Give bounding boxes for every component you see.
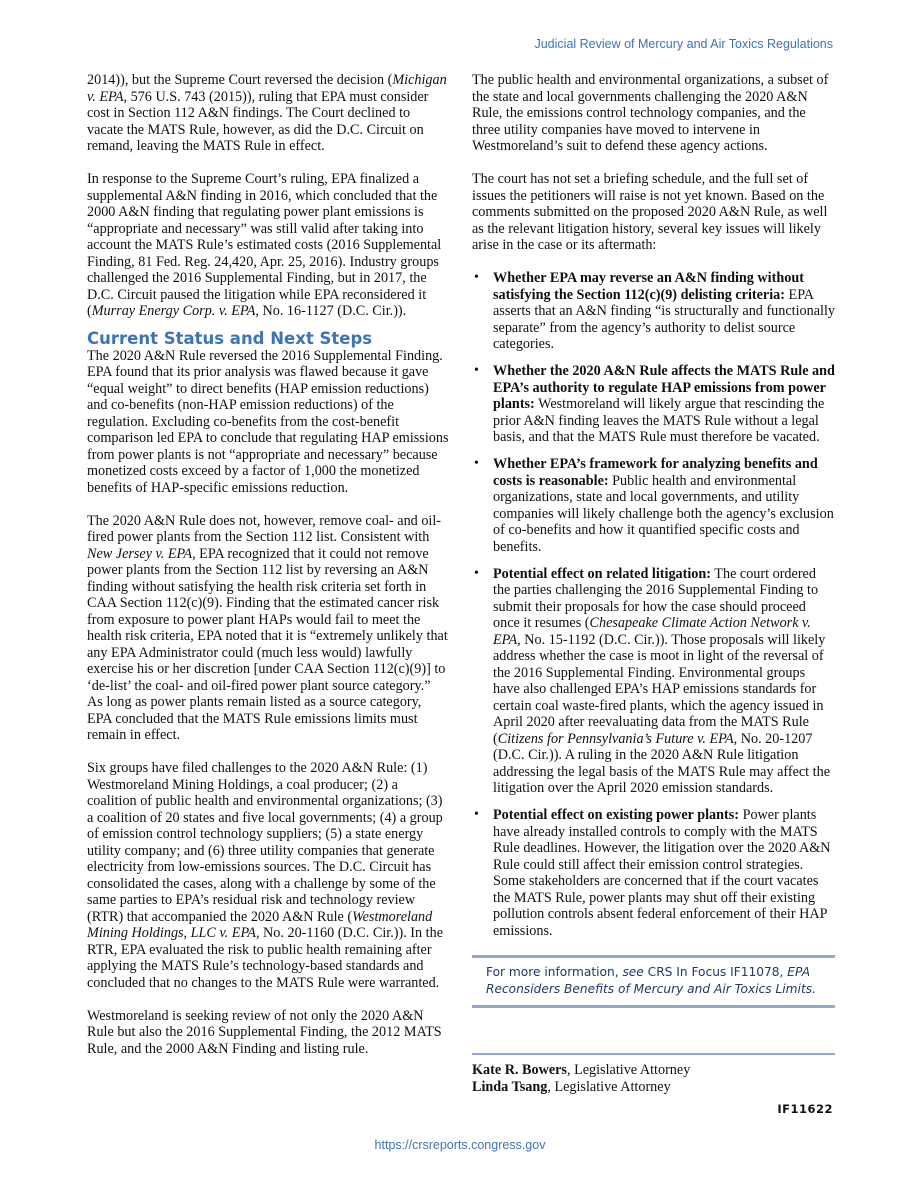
paragraph: Six groups have filed challenges to the 2020 A&N Rule: (1) Westmoreland Mining Holdings, a coal producer; (2) a coalition of public health and environmental organizations; (3) a coalition of 20 states and five local governments; (4) a group of emission control technology suppliers; (5) a state energy utility company; and (6) three utility companies that generate electricity from low-emissions sources. The D.C. Circuit has consolidated the cases, along with a challenge by some of the same parties to EPA’s residual risk and technology review (RTR) that accompanied the 2020 A&N Rule (Westmoreland Mining Holdings, LLC v. EPA, No. 20-1160 (D.C. Cir.)). In the RTR, EPA evaluated the risk to public health remaining after applying the MATS Rule’s technology-based standards and concluded that no changes to the MATS Rule were warranted. [87, 760, 443, 991]
case-citation: Murray Energy Corp. v. EPA [91, 303, 256, 319]
key-issues-list [472, 270, 835, 939]
list-item: • Whether EPA’s framework for analyzing benefits and costs is reasonable: Public health and environmental organizations, state and local governments, and utility companies will likely challenge both the agency’s exclusion of co-benefits and how it quantified specific costs and benefits. [472, 456, 835, 555]
author-block [472, 1053, 835, 1096]
case-citation: Westmoreland Mining Holdings, LLC v. EPA [87, 908, 433, 941]
list-item: • Potential effect on related litigation: The court ordered the parties challenging the 2016 Supplemental Finding to submit their proposals for how the case should proceed once it resumes (Chesapeake Climate Action Network v. EPA, No. 15-1192 (D.C. Cir.)). Those proposals will likely address whether the case is moot in light of the reversal of the 2016 Supplemental Finding. Environmental groups have also challenged EPA’s HAP emissions standards for certain coal waste-fired plants, which the agency issued in April 2020 after reevaluating data from the MATS Rule (Citizens for Pennsylvania’s Future v. EPA, No. 20-1207 (D.C. Cir.)). A ruling in the 2020 A&N Rule litigation addressing the legal basis of the MATS Rule may affect the litigation over the April 2020 emission standards. [472, 566, 835, 797]
case-citation: Michigan v. EPA [87, 72, 447, 105]
document-id: IF11622 [777, 1102, 833, 1116]
running-header: Judicial Review of Mercury and Air Toxics Regulations [534, 37, 833, 51]
paragraph: In response to the Supreme Court’s ruling, EPA finalized a supplemental A&N finding in 2016, which concluded that the 2000 A&N finding that regulating power plant emissions is “appropriate and necessary” was still valid after taking into account the MATS Rule’s estimated costs (2016 Supplemental Finding, 81 Fed. Reg. 24,420, Apr. 25, 2016). Industry groups challenged the 2016 Supplemental Finding, but in 2017, the D.C. Circuit paused the litigation while EPA reconsidered it (Murray Energy Corp. v. EPA, No. 16-1127 (D.C. Cir.)). [87, 171, 442, 319]
paragraph: Westmoreland is seeking review of not only the 2020 A&N Rule but also the 2016 Supplemental Finding, the 2012 MATS Rule, and the 2000 A&N Finding and listing rule. [87, 1007, 442, 1057]
footer-link[interactable]: https://crsreports.congress.gov [374, 1138, 546, 1152]
case-citation: Citizens for Pennsylvania’s Future v. EPA [497, 730, 734, 747]
case-citation: Chesapeake Climate Action Network v. EPA [493, 615, 811, 648]
more-information-box: For more information, see CRS In Focus IF11078, EPA Reconsiders Benefits of Mercury and Air Toxics Limits. [472, 955, 835, 1008]
list-item: • Whether EPA may reverse an A&N finding without satisfying the Section 112(c)(9) delisting criteria: EPA asserts that an A&N finding “is structurally and functionally separate” from the agency’s authority to delist source categories. [472, 270, 835, 353]
paragraph: The court has not set a briefing schedule, and the full set of issues the petitioners will raise is not yet known. Based on the comments submitted on the proposed 2020 A&N Rule, as well as the relevant litigation history, several key issues will likely arise in the case or its aftermath: [472, 171, 828, 253]
right-column [472, 72, 835, 1008]
list-item: • Whether the 2020 A&N Rule affects the MATS Rule and EPA’s authority to regulate HAP emissions from power plants: Westmoreland will likely argue that rescinding the prior A&N finding leaves the MATS Rule without a legal basis, and that the MATS Rule must therefore be vacated. [472, 363, 835, 446]
section-heading: Current Status and Next Steps [87, 328, 373, 348]
case-citation: New Jersey v. EPA [87, 545, 193, 562]
paragraph: The 2020 A&N Rule does not, however, remove coal- and oil-fired power plants from the Section 112 list. Consistent with New Jersey v. EPA, EPA recognized that it could not remove power plants from the Section 112 list by reversing an A&N finding without satisfying the health risk criteria set forth in CAA Section 112(c)(9). Finding that the estimated cancer risk from exposure to power plant HAPs would fail to meet the health risk criteria, EPA noted that it is “extremely unlikely that any EPA Administrator could (much less would) lawfully exercise his or her discretion [under CAA Section 112(c)(9)] to ‘de-list’ the coal- and oil-fired power plant source category.” As long as power plants remain listed as a source category, EPA concluded that the MATS Rule emissions limits must remain in effect. [87, 512, 448, 743]
list-item: • Potential effect on existing power plants: Power plants have already installed controls to comply with the MATS Rule deadlines. However, the litigation over the 2020 A&N Rule could still affect their emission control strategies. Some stakeholders are concerned that if the court vacates the MATS Rule, power plants may shut off their existing pollution controls absent federal enforcement of their HAP emissions. [472, 807, 835, 939]
left-column [87, 72, 449, 1074]
paragraph: The public health and environmental organizations, a subset of the state and local governments challenging the 2020 A&N Rule, the emissions control technology companies, and the three utility companies have moved to intervene in Westmoreland’s suit to defend these agency actions. [472, 72, 829, 154]
report-title-link[interactable]: EPA Reconsiders Benefits of Mercury and Air Toxics Limits. [486, 965, 816, 996]
paragraph: 2014)), but the Supreme Court reversed the decision (Michigan v. EPA, 576 U.S. 743 (2015)), ruling that EPA must consider cost in Section 112 A&N findings. The Court declined to vacate the MATS Rule, however, as did the D.C. Circuit on remand, leaving the MATS Rule in effect. [87, 72, 447, 154]
paragraph: The 2020 A&N Rule reversed the 2016 Supplemental Finding. EPA found that its prior analysis was flawed because it gave “equal weight” to direct benefits (HAP emission reductions) and co-benefits (non-HAP emission reductions) of the regulation. Excluding co-benefits from the cost-benefit comparison led EPA to conclude that regulating HAP emissions from power plants is not “appropriate and necessary” because monetized costs exceed by a factor of 1,000 the monetized benefits of HAP-specific emissions reduction. [87, 347, 449, 496]
author: Kate R. Bowers, Legislative Attorney [472, 1062, 691, 1078]
author: Linda Tsang, Legislative Attorney [472, 1079, 671, 1095]
